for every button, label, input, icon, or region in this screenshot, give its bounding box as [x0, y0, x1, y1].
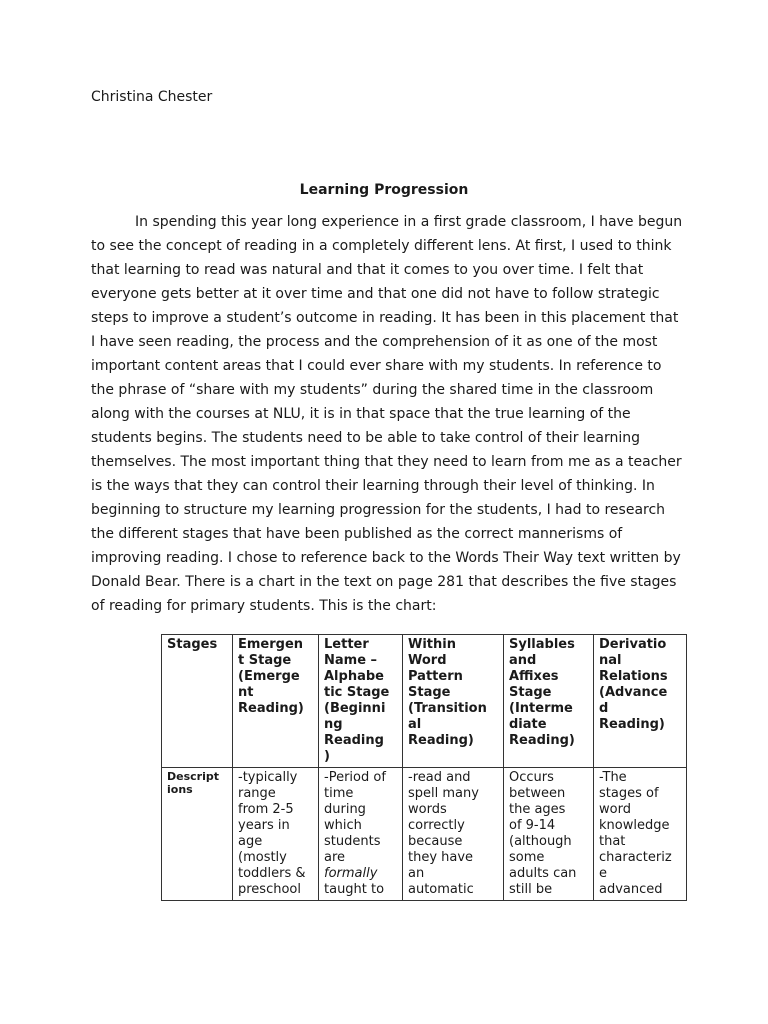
cell-text-line: Reading) — [509, 733, 575, 748]
paragraph-line: improving reading. I chose to reference back to the Words Their Way text written by — [91, 550, 681, 566]
table-cell-within-word — [403, 768, 504, 901]
cell-text-line: age — [238, 834, 263, 849]
cell-text-line: nt — [238, 685, 254, 700]
cell-text-line: between — [509, 786, 566, 801]
paragraph-line: students begins. The students need to be able to take control of their learning — [91, 430, 641, 446]
cell-text-line: Pattern — [408, 669, 463, 684]
header-cell-stages — [162, 635, 233, 768]
cell-text-line: characteriz — [599, 850, 672, 865]
cell-text-line: (Advance — [599, 685, 668, 700]
table-cell-syllables-affixes — [504, 768, 594, 901]
paragraph-line: of reading for primary students. This is the chart: — [91, 598, 437, 614]
cell-text-line: t Stage — [238, 653, 292, 668]
cell-text-line: spell many — [408, 786, 479, 801]
paragraph-line: is the ways that they can control their learning through their level of thinking. In — [91, 478, 655, 494]
cell-text-line: e — [599, 866, 607, 881]
cell-text-line: are — [324, 850, 346, 865]
cell-text-line: from 2-5 — [238, 802, 294, 817]
cell-text-line: (Beginni — [324, 701, 386, 716]
cell-text-line: formally — [324, 866, 378, 881]
cell-text-line: (Emerge — [238, 669, 300, 684]
header-cell-emergent — [233, 635, 319, 768]
header-cell-within-word — [403, 635, 504, 768]
cell-text-line: advanced — [599, 882, 663, 897]
reading-stages-table — [161, 634, 687, 901]
cell-text-line: ) — [324, 749, 330, 764]
cell-text-line: years in — [238, 818, 290, 833]
cell-text-line: knowledge — [599, 818, 670, 833]
cell-text-line: during — [324, 802, 366, 817]
cell-text-line: ng — [324, 717, 343, 732]
cell-text-line: (Interme — [509, 701, 573, 716]
cell-text-line: Within — [408, 637, 456, 652]
paragraph-line: the different stages that have been published as the correct mannerisms of — [91, 526, 623, 542]
cell-text-line: which — [324, 818, 362, 833]
cell-text-line: Relations — [599, 669, 668, 684]
cell-text-line: still be — [509, 882, 553, 897]
cell-text-line: some — [509, 850, 545, 865]
cell-text-line: and — [509, 653, 537, 668]
cell-text-line: diate — [509, 717, 547, 732]
paragraph-line: everyone gets better at it over time and that one did not have to follow strategic — [91, 286, 660, 302]
header-cell-syllables-affixes — [504, 635, 594, 768]
header-cell-letter-name — [319, 635, 403, 768]
cell-text-line: (although — [509, 834, 572, 849]
cell-text-line: Descript — [167, 770, 219, 783]
cell-text-line: the ages — [509, 802, 566, 817]
cell-text-line: Stages — [167, 637, 218, 652]
cell-text-line: that — [599, 834, 626, 849]
cell-text-line: Alphabe — [324, 669, 384, 684]
cell-text-line: word — [599, 802, 631, 817]
cell-text-line: range — [238, 786, 276, 801]
cell-text-line: correctly — [408, 818, 465, 833]
paragraph-line: to see the concept of reading in a completely different lens. At first, I used to think — [91, 238, 672, 254]
cell-text-line: Reading) — [238, 701, 304, 716]
cell-text-line: Reading — [324, 733, 384, 748]
cell-text-line: Affixes — [509, 669, 559, 684]
document-title: Learning Progression — [299, 182, 469, 198]
paragraph-line: themselves. The most important thing that they need to learn from me as a teacher — [91, 454, 682, 470]
paragraph-line: I have seen reading, the process and the comprehension of it as one of the most — [91, 334, 658, 350]
cell-text-line: students — [324, 834, 381, 849]
cell-text-line: Word — [408, 653, 447, 668]
cell-text-line: (Transition — [408, 701, 487, 716]
table-cell-letter-name — [319, 768, 403, 901]
cell-text-line: taught to — [324, 882, 385, 897]
cell-text-line: -read and — [408, 770, 471, 785]
cell-text-line: time — [324, 786, 354, 801]
cell-text-line: preschool — [238, 882, 301, 897]
cell-text-line: nal — [599, 653, 622, 668]
cell-text-line: toddlers & — [238, 866, 306, 881]
cell-text-line: Derivatio — [599, 637, 667, 652]
cell-text-line: Syllables — [509, 637, 575, 652]
cell-text-line: Occurs — [509, 770, 554, 785]
cell-text-line: Reading) — [599, 717, 665, 732]
paragraph-line: along with the courses at NLU, it is in that space that the true learning of the — [91, 406, 631, 422]
author-name: Christina Chester — [91, 89, 213, 105]
cell-text-line: Emergen — [238, 637, 304, 652]
paragraph-line: steps to improve a student’s outcome in reading. It has been in this placement that — [91, 310, 679, 326]
header-cell-derivational — [594, 635, 687, 768]
cell-text-line: adults can — [509, 866, 577, 881]
cell-text-line: -The — [599, 770, 627, 785]
cell-text-line: stages of — [599, 786, 659, 801]
cell-text-line: al — [408, 717, 422, 732]
cell-text-line: Name – — [324, 653, 378, 668]
cell-text-line: Letter — [324, 637, 369, 652]
cell-text-line: automatic — [408, 882, 474, 897]
table-row — [162, 768, 687, 901]
cell-text-line: of 9-14 — [509, 818, 556, 833]
cell-text-line: -typically — [238, 770, 298, 785]
paragraph-line: Donald Bear. There is a chart in the text on page 281 that describes the five stages — [91, 574, 677, 590]
cell-text-line: an — [408, 866, 425, 881]
cell-text-line: tic Stage — [324, 685, 390, 700]
body-paragraph — [91, 210, 691, 618]
cell-text-line: because — [408, 834, 463, 849]
paragraph-line: the phrase of “share with my students” during the shared time in the classroom — [91, 382, 654, 398]
table-cell-derivational — [594, 768, 687, 901]
cell-text-line: (mostly — [238, 850, 287, 865]
cell-text-line: -Period of — [324, 770, 386, 785]
paragraph-line: that learning to read was natural and that it comes to you over time. I felt that — [91, 262, 644, 278]
table-cell-emergent — [233, 768, 319, 901]
cell-text-line: words — [408, 802, 447, 817]
paragraph-line: important content areas that I could ever share with my students. In reference to — [91, 358, 662, 374]
paragraph-line: beginning to structure my learning progression for the students, I had to research — [91, 502, 666, 518]
cell-text-line: ions — [167, 783, 193, 796]
cell-text-line: they have — [408, 850, 474, 865]
cell-text-line: Stage — [408, 685, 451, 700]
paragraph-line: In spending this year long experience in a first grade classroom, I have begun — [135, 214, 683, 230]
cell-text-line: Stage — [509, 685, 552, 700]
table-header-row — [162, 635, 687, 768]
cell-text-line: Reading) — [408, 733, 474, 748]
row-label-descriptions — [162, 768, 233, 901]
cell-text-line: d — [599, 701, 609, 716]
